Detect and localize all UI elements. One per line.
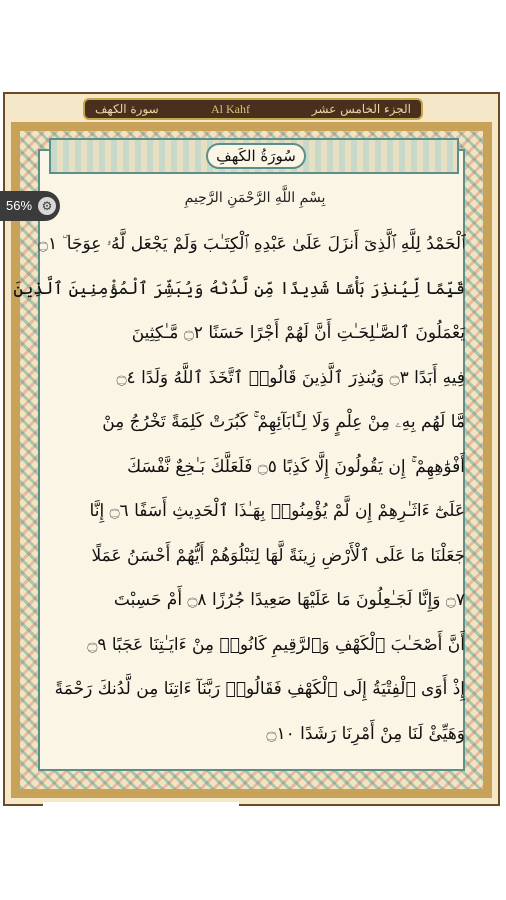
- verse-line: يَعْمَلُونَ ٱلصَّـٰلِحَـٰتِ أَنَّ لَهُمْ أَجْرًا حَسَنًا ۝٢ مَّـٰكِثِينَ: [131, 323, 465, 343]
- verse-line: وَهَيِّئْ لَنَا مِنْ أَمْرِنَا رَشَدًا ۝١٠: [266, 723, 465, 744]
- surah-label: سورة الكهف: [95, 102, 159, 116]
- page-header-bar: [83, 98, 423, 120]
- verse-line: ٱلْحَمْدُ لِلَّهِ ٱلَّذِىٓ أَنزَلَ عَلَىٰ عَبْدِهِ ٱلْكِتَـٰبَ وَلَمْ يَجْعَل لَّهُۥ عِوَجَا ۜ ۝١: [38, 234, 465, 254]
- surah-title-band: [49, 138, 459, 174]
- verse-line: قَيِّمًا لِّيُنذِرَ بَأْسًا شَدِيدًا مِّن لَّدُنْهُ وَيُبَشِّرَ ٱلْمُؤْمِنِينَ ٱلَّذِينَ: [13, 278, 465, 299]
- basmala: بِسْمِ اللَّهِ الرَّحْمَنِ الرَّحِيمِ: [184, 190, 326, 206]
- zoom-percent: 56%: [6, 198, 33, 213]
- verse-line: جَعَلْنَا مَا عَلَى ٱلْأَرْضِ زِينَةً لَّهَا لِنَبْلُوَهُمْ أَيُّهُمْ أَحْسَنُ عَمَلًا: [91, 545, 465, 566]
- verse-line: أَنَّ أَصْحَـٰبَ ٱلْكَهْفِ وَٱلرَّقِيمِ كَانُوا۟ مِنْ ءَايَـٰتِنَا عَجَبًا ۝٩: [87, 634, 465, 655]
- surah-title: سُورَةُ الكَهفِ: [206, 143, 306, 169]
- juz-label: الجزء الخامس عشر: [311, 102, 411, 116]
- verses-block: [13, 222, 465, 756]
- verse-line: أَفْوَٰهِهِمْ ۚ إِن يَقُولُونَ إِلَّا كَذِبًا ۝٥ فَلَعَلَّكَ بَـٰخِعٌ نَّفْسَكَ: [127, 456, 465, 477]
- zoom-indicator[interactable]: [0, 191, 60, 221]
- surah-name-english: Al Kahf: [211, 102, 250, 116]
- verse-line: إِذْ أَوَى ٱلْفِتْيَةُ إِلَى ٱلْكَهْفِ فَقَالُوا۟ رَبَّنَآ ءَاتِنَا مِن لَّدُنكَ رَحْمَةً: [54, 679, 465, 699]
- verse-line: ۝٧ وَإِنَّا لَجَـٰعِلُونَ مَا عَلَيْهَا صَعِيدًا جُرُزًا ۝٨ أَمْ حَسِبْتَ: [113, 590, 465, 610]
- mushaf-page: [3, 92, 500, 806]
- blank-patch: [43, 802, 239, 860]
- gear-icon[interactable]: ⚙: [38, 197, 56, 215]
- verse-line: مَّا لَهُم بِهِۦ مِنْ عِلْمٍ وَلَا لِـَٔابَآئِهِمْ ۚ كَبُرَتْ كَلِمَةً تَخْرُجُ مِنْ: [102, 412, 465, 432]
- verse-line: عَلَىٰٓ ءَاثَـٰرِهِمْ إِن لَّمْ يُؤْمِنُوا۟ بِهَـٰذَا ٱلْحَدِيثِ أَسَفًا ۝٦ إِنَّا: [89, 501, 465, 521]
- verse-line: فِيهِ أَبَدًا ۝٣ وَيُنذِرَ ٱلَّذِينَ قَالُوا۟ ٱتَّخَذَ ٱللَّهُ وَلَدًا ۝٤: [116, 367, 465, 388]
